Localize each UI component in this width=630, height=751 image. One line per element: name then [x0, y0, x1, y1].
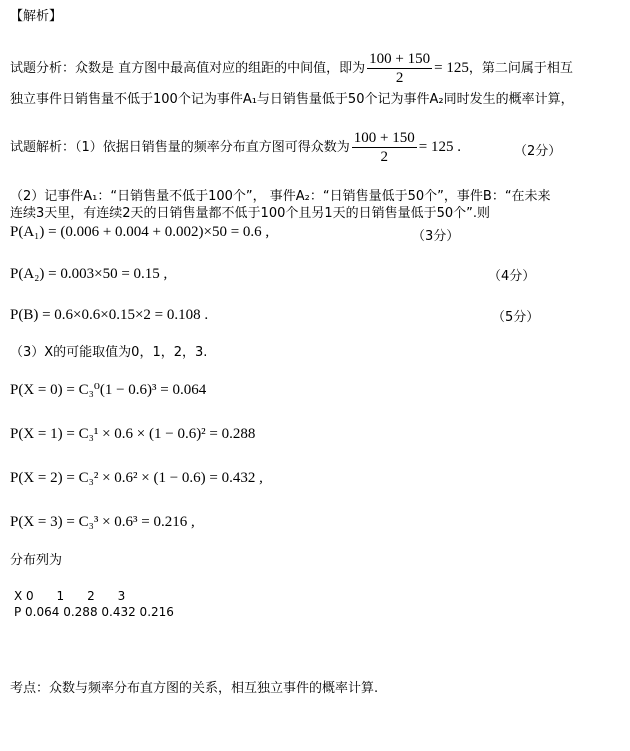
fraction-denominator: 2	[380, 149, 389, 165]
distribution-row-x: X 0 1 2 3	[14, 589, 126, 603]
prob-a1-score: （3分）	[412, 229, 460, 244]
analysis-result: = 125	[434, 60, 469, 76]
section-header: 【解析】	[10, 9, 63, 24]
prob-x1-formula: P(X = 1) = C₃¹ × 0.6 × (1 − 0.6)² = 0.288	[10, 426, 256, 442]
analysis-fraction	[367, 50, 432, 87]
prob-a2-score: （4分）	[488, 269, 536, 284]
prob-x3-formula: P(X = 3) = C₃³ × 0.6³ = 0.216 ,	[10, 514, 195, 530]
analysis-prefix: 试题分析：众数是 直方图中最高值对应的组距的中间值，即为	[10, 61, 366, 76]
analysis-line-1	[10, 50, 573, 87]
solution-1-line	[10, 129, 461, 166]
solution-2-line-1: （2）记事件A₁：“日销售量不低于100个”， 事件A₂：“日销售量低于50个”，事件B：“在未来	[10, 189, 551, 204]
distribution-title: 分布列为	[10, 553, 63, 568]
prob-b-formula: P(B) = 0.6×0.6×0.15×2 = 0.108 .	[10, 307, 209, 323]
prob-a2-formula: P(A₂) = 0.003×50 = 0.15 ,	[10, 266, 168, 282]
fraction-numerator: 100 + 150	[369, 51, 431, 67]
analysis-line-2: 独立事件日销售量不低于100个记为事件A₁与日销售量低于50个记为事件A₂同时发生的概率计算，	[10, 92, 574, 107]
prob-b-score: （5分）	[492, 310, 540, 325]
kaodian-line: 考点：众数与频率分布直方图的关系，相互独立事件的概率计算.	[10, 681, 379, 696]
solution-1-result: = 125 .	[418, 139, 461, 155]
distribution-row-p: P 0.064 0.288 0.432 0.216	[14, 605, 174, 619]
prob-x0-formula: P(X = 0) = C₃⁰(1 − 0.6)³ = 0.064	[10, 382, 207, 398]
analysis-suffix: ，第二问属于相互	[468, 61, 573, 76]
solution-3-intro: （3）X的可能取值为0，1，2，3.	[10, 345, 208, 360]
fraction-denominator: 2	[395, 70, 404, 86]
solution-1-prefix: 试题解析：（1）依据日销售量的频率分布直方图可得众数为	[10, 140, 350, 155]
prob-a1-formula: P(A₁) = (0.006 + 0.004 + 0.002)×50 = 0.6 ,	[10, 224, 270, 240]
solution-1-fraction	[352, 129, 417, 166]
solution-2-line-2: 连续3天里，有连续2天的日销售量都不低于100个且另1天的日销售量低于50个”.则	[10, 206, 491, 221]
prob-x2-formula: P(X = 2) = C₃² × 0.6² × (1 − 0.6) = 0.432 ,	[10, 470, 263, 486]
solution-1-score: （2分）	[514, 144, 562, 159]
fraction-numerator: 100 + 150	[353, 130, 415, 146]
